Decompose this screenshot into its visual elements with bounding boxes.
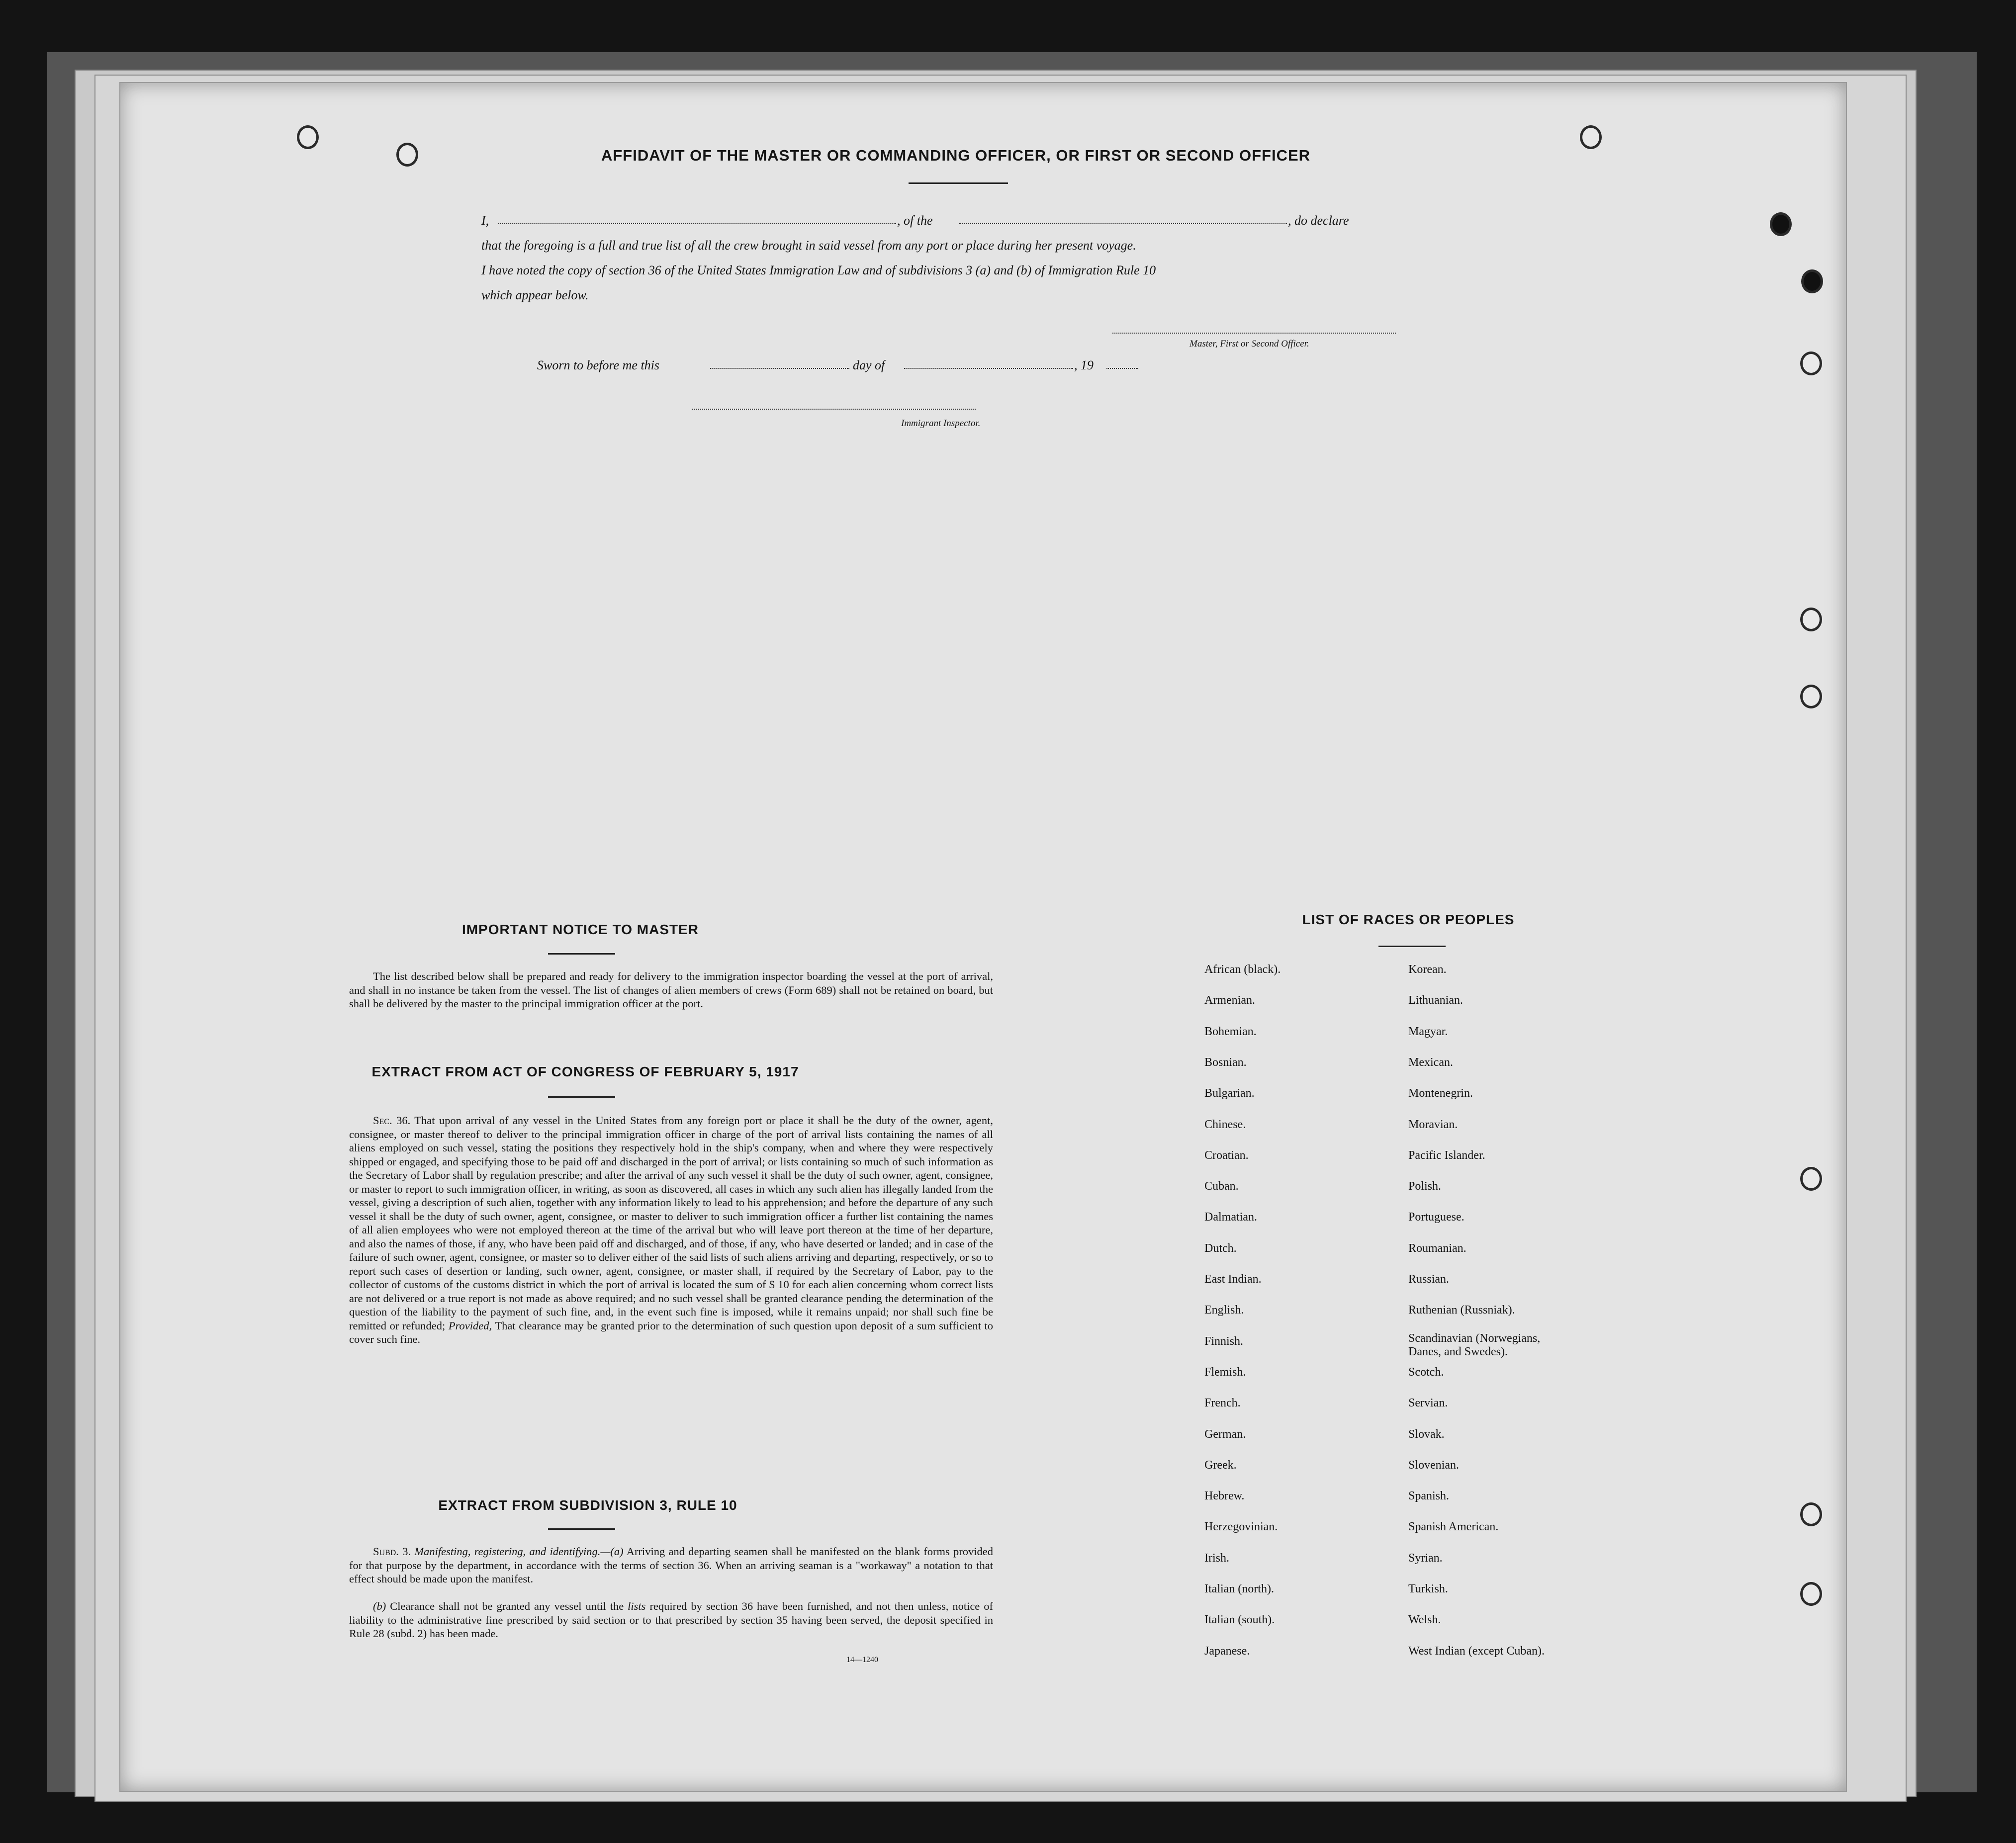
race-item: Portuguese. [1408,1211,1465,1224]
race-item: African (black). [1204,963,1281,976]
punch-hole [1800,1582,1822,1606]
race-item: Lithuanian. [1408,994,1463,1007]
act-body-end: That clearance may be granted prior to the determination of such question upon deposit of a sum sufficient to cover such fine. [349,1319,993,1345]
manifest-sheet [119,82,1847,1792]
race-item: Roumanian. [1408,1241,1466,1255]
rule10-text-b [349,1599,993,1641]
race-item: Moravian. [1408,1118,1458,1131]
race-item: Flemish. [1204,1365,1246,1379]
master-caption: Master, First or Second Officer. [1190,339,1309,349]
day-blank [710,368,849,369]
day-of-text: day of [853,358,885,372]
race-item: Greek. [1204,1458,1237,1472]
subd-text-a: Arriving and departing seamen shall be manifested on the blank forms provided for that purpose by the department, in accordance with the terms of section 36. When an arriving seaman is a "workaway" a notation to that effect should be made upon the manifest. [349,1545,993,1585]
race-item: French. [1204,1397,1241,1410]
lists-word: lists [628,1600,646,1612]
act-body: That upon arrival of any vessel in the United States from any foreign port or place it shall be the duty of the owner, agent, consignee, or master thereof to deliver to the principal immigration officer in charge of the port of arrival lists containing the names of all aliens employed on such vessel, stating the positions they respectively hold in the ship's company, when and where they were respectively shipped or engaged, and specifying those to be paid off and discharged in the port of arrival; or lists containing so much of such information as the Secretary of Labor shall by regulation prescribe; and after the arrival of any such vessel it shall be the duty of such owner, agent, consignee, or master to report to such immigration officer, in writing, as soon as discovered, all cases in which any such alien has illegally landed from the vessel, giving a description of such alien, together with any information likely to lead to his apprehension; and before the departure of any such vessel it shall be the duty of such owner, agent, consignee, or master to deliver to such immigration officer a further list containing the names of all alien employees who were not employed thereon at the time of the arrival but who will leave port thereon at the time of her departure, and also the names of those, if any, who have been paid off and discharged, and of those, if any, who have deserted or landed; and in case of the failure of such owner, agent, consignee, or master so to deliver either of the said lists of such aliens arriving and departing, respectively, or so to report such cases of desertion or landing, such owner, agent, consignee, or master shall, if required by the Secretary of Labor, pay to the collector of customs of the customs district in which the port of arrival is located the sum of $ 10 for each alien concerning whom correct lists are not delivered or a true report is not made as above required; and no such vessel shall be granted clearance pending the determination of the question of the liability to the payment of such fine, and, in the event such fine is imposed, while it remains unpaid; nor shall such fine be remitted or refunded; [349,1114,994,1332]
race-item: German. [1204,1427,1246,1441]
races-rule [1378,946,1446,947]
race-item: Italian (north). [1204,1582,1274,1595]
act-text [349,1114,993,1346]
declaration-line-4: which appear below. [481,288,589,302]
race-item: Pacific Islander. [1408,1148,1485,1162]
declaration-line-1 [481,213,1406,228]
race-item: Polish. [1408,1180,1442,1193]
subd-text-b1: Clearance shall not be granted any vessel until the [390,1600,624,1612]
rule10-title: EXTRACT FROM SUBDIVISION 3, RULE 10 [438,1497,737,1513]
form-number: 14—1240 [846,1656,878,1664]
race-item: Cuban. [1204,1180,1239,1193]
race-item: Hebrew. [1204,1490,1245,1503]
subd-heading: Manifesting, registering, and identifying.—(a) [414,1545,624,1558]
race-item: Mexican. [1408,1055,1453,1069]
race-item: Dalmatian. [1204,1211,1257,1224]
act-title: EXTRACT FROM ACT OF CONGRESS OF FEBRUARY 5, 1917 [371,1064,799,1079]
race-item: Ruthenian (Russniak). [1408,1304,1515,1317]
race-item: Bosnian. [1204,1055,1247,1069]
race-item: Italian (south). [1204,1613,1275,1627]
race-item: Welsh. [1408,1613,1441,1627]
races-title: LIST OF RACES OR PEOPLES [1302,912,1515,927]
notice-title: IMPORTANT NOTICE TO MASTER [461,922,699,937]
subd-text-b2: required by section 36 have been furnished, and not then unless, notice of liability to the administrative fine prescribed by said section or to that prescribed by section 35 having been served, the deposit specified in Rule 28 (subd. 2) has been made. [349,1600,994,1640]
rule10-text-a [349,1545,993,1586]
line1-i: I, [481,213,489,228]
inspector-caption: Immigrant Inspector. [901,418,981,429]
race-item: Scandinavian (Norwegians, Danes, and Swedes). [1408,1331,1541,1358]
race-item: Russian. [1408,1273,1450,1286]
punch-hole [1801,269,1823,293]
notice-text: The list described below shall be prepared and ready for delivery to the immigration inspector boarding the vessel at the port of arrival, and shall in no instance be taken from the vessel. The list of changes of alien members of crews (Form 689) shall not be retained on board, but shall be delivered by the master to the principal immigration officer at the port. [349,970,993,1010]
race-item: Scotch. [1408,1365,1444,1379]
rule10-rule [548,1528,615,1530]
race-item: Irish. [1204,1551,1229,1565]
line1-do-declare: , do declare [1288,213,1349,228]
punch-hole [1800,351,1822,375]
punch-hole [1580,125,1602,149]
year-blank [1106,368,1138,369]
inspector-signature-line [692,409,976,410]
race-item: Japanese. [1204,1644,1250,1658]
race-item: Bohemian. [1204,1025,1257,1038]
race-item: Dutch. [1204,1241,1237,1255]
race-item: Croatian. [1204,1148,1249,1162]
punch-hole [396,143,418,167]
notice-rule [548,953,615,955]
punch-hole [1800,1167,1822,1191]
race-item: Montenegrin. [1408,1087,1473,1100]
year-text: , 19 [1074,358,1094,372]
race-item: West Indian (except Cuban). [1408,1644,1545,1658]
punch-hole [297,125,319,149]
sworn-text: Sworn to before me this [537,358,660,372]
race-item: Slovak. [1408,1427,1445,1441]
sworn-line [537,358,1134,373]
sec-label: Sec. 36. [373,1114,411,1127]
month-blank [904,368,1073,369]
race-item: Spanish. [1408,1490,1450,1503]
race-item: Turkish. [1408,1582,1448,1595]
race-item: Slovenian. [1408,1458,1459,1472]
provided-word: Provided, [448,1319,492,1332]
race-item: Armenian. [1204,994,1255,1007]
master-signature-line [1112,333,1396,334]
punch-hole [1800,1502,1822,1526]
b-label: (b) [373,1600,386,1612]
vessel-blank [959,223,1287,224]
title-rule [909,182,1008,184]
race-item: Finnish. [1204,1334,1244,1348]
race-item: East Indian. [1204,1273,1262,1286]
declaration-line-3: I have noted the copy of section 36 of the United States Immigration Law and of subdivisions 3 (a) and (b) of Immigration Rule 10 [481,263,1156,277]
race-item: Magyar. [1408,1025,1448,1038]
race-item: Chinese. [1204,1118,1246,1131]
race-item: Servian. [1408,1397,1448,1410]
race-item: English. [1204,1304,1244,1317]
affidavit-title: AFFIDAVIT OF THE MASTER OR COMMANDING OFFICER, OR FIRST OR SECOND OFFICER [601,147,1311,164]
name-blank [498,223,896,224]
declaration-line-2: that the foregoing is a full and true list of all the crew brought in said vessel from any port or place during her present voyage. [481,238,1136,253]
punch-hole [1800,608,1822,631]
race-item: Herzegovinian. [1204,1520,1278,1534]
line1-of-the: , of the [897,213,933,228]
act-rule [548,1096,615,1098]
race-item: Korean. [1408,963,1447,976]
punch-hole [1770,212,1792,236]
race-item: Syrian. [1408,1551,1443,1565]
race-item: Spanish American. [1408,1520,1499,1534]
punch-hole [1800,685,1822,708]
race-item: Bulgarian. [1204,1087,1255,1100]
subd-label: Subd. 3. [373,1545,411,1558]
